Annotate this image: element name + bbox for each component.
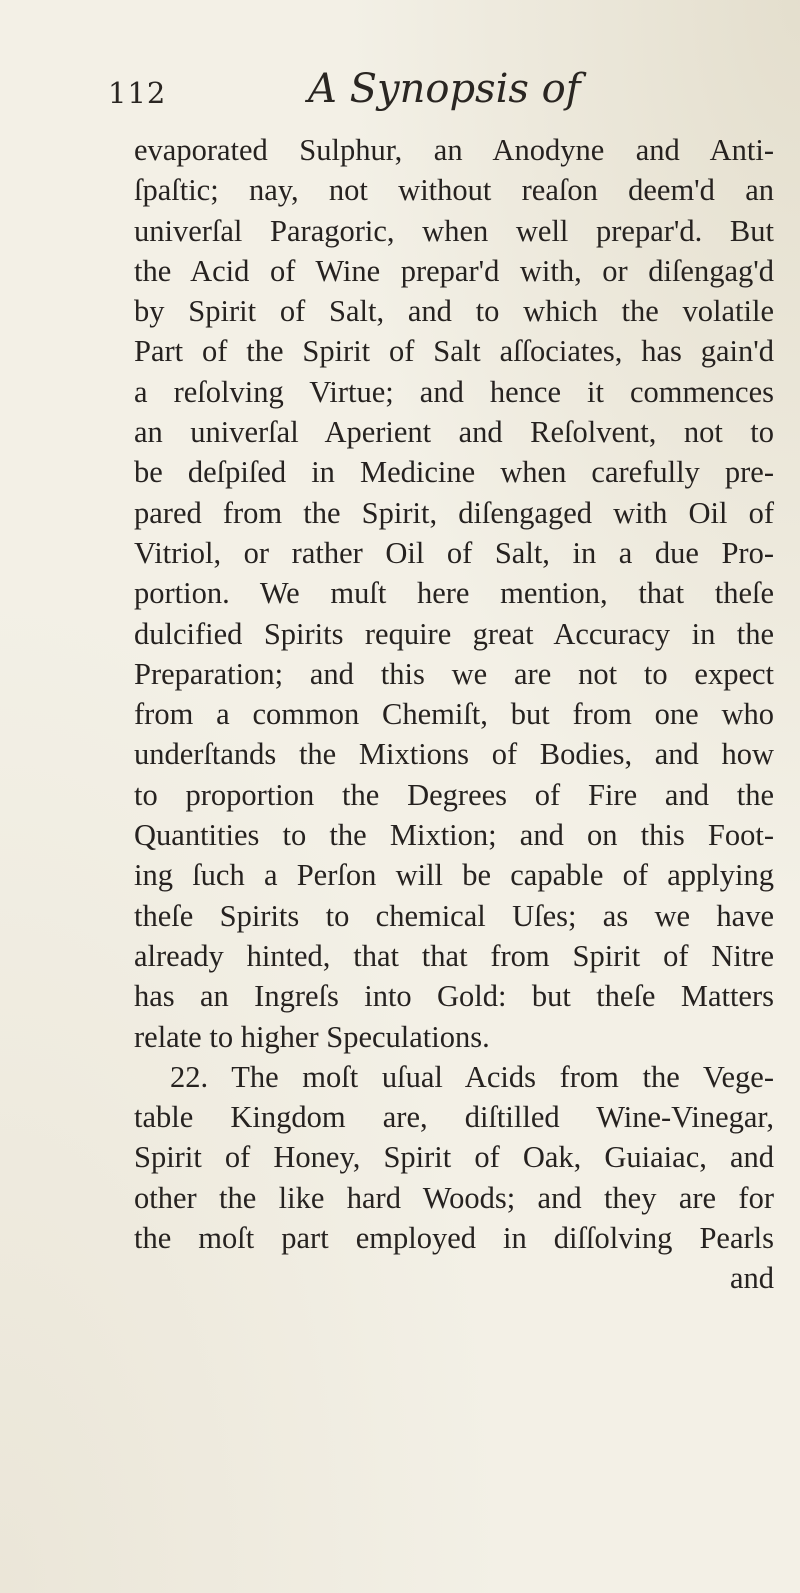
text-line: dulcified Spirits require great Accuracy in the <box>134 616 774 651</box>
text-line: a reſolving Virtue; and hence it commences <box>134 374 774 409</box>
text-line: ing ſuch a Perſon will be capable of applying <box>134 858 774 893</box>
text-line: theſe Spirits to chemical Uſes; as we have <box>134 898 774 933</box>
text-line: the moſt part employed in diſſolving Pearls <box>134 1221 774 1256</box>
text-line: table Kingdom are, diſtilled Wine-Vinegar, <box>134 1100 774 1135</box>
text-line-paragraph-start: 22. The moſt uſual Acids from the Vege- <box>170 1059 774 1094</box>
text-line: relate to higher Speculations. <box>134 1019 490 1054</box>
text-line: evaporated Sulphur, an Anodyne and Anti- <box>134 133 774 167</box>
text-line: the Acid of Wine prepar'd with, or diſengag'd <box>134 253 774 288</box>
text-line: Part of the Spirit of Salt aſſociates, has gain'd <box>134 334 774 369</box>
page-number: 112 <box>108 76 167 110</box>
catchword: and <box>729 1261 774 1296</box>
text-line: Vitriol, or rather Oil of Salt, in a due Pro- <box>134 535 774 570</box>
text-line: be deſpiſed in Medicine when carefully pre- <box>134 455 774 490</box>
text-line: pared from the Spirit, diſengaged with Oil of <box>134 495 774 530</box>
text-line: univerſal Paragoric, when well prepar'd. But <box>134 213 774 248</box>
text-line: other the like hard Woods; and they are for <box>134 1180 774 1215</box>
body-text <box>134 130 774 1299</box>
text-line: ſpaſtic; nay, not without reaſon deem'd an <box>134 173 774 208</box>
page-header <box>108 62 628 118</box>
text-line: Preparation; and this we are not to expect <box>134 656 774 691</box>
text-line: an univerſal Aperient and Reſolvent, not to <box>134 415 774 450</box>
text-line: by Spirit of Salt, and to which the volatile <box>134 294 774 329</box>
text-line: Quantities to the Mixtion; and on this Foot- <box>134 818 774 853</box>
text-line: to proportion the Degrees of Fire and the <box>134 777 774 812</box>
text-line: has an Ingreſs into Gold: but theſe Matters <box>134 979 774 1014</box>
text-line: Spirit of Honey, Spirit of Oak, Guiaiac, and <box>134 1140 774 1175</box>
text-line: from a common Chemiſt, but from one who <box>134 697 774 732</box>
text-line: already hinted, that that from Spirit of Nitre <box>134 938 774 973</box>
running-title: A Synopsis of <box>308 66 581 112</box>
text-line: underſtands the Mixtions of Bodies, and how <box>134 737 774 772</box>
text-line: portion. We muſt here mention, that theſe <box>134 576 774 611</box>
